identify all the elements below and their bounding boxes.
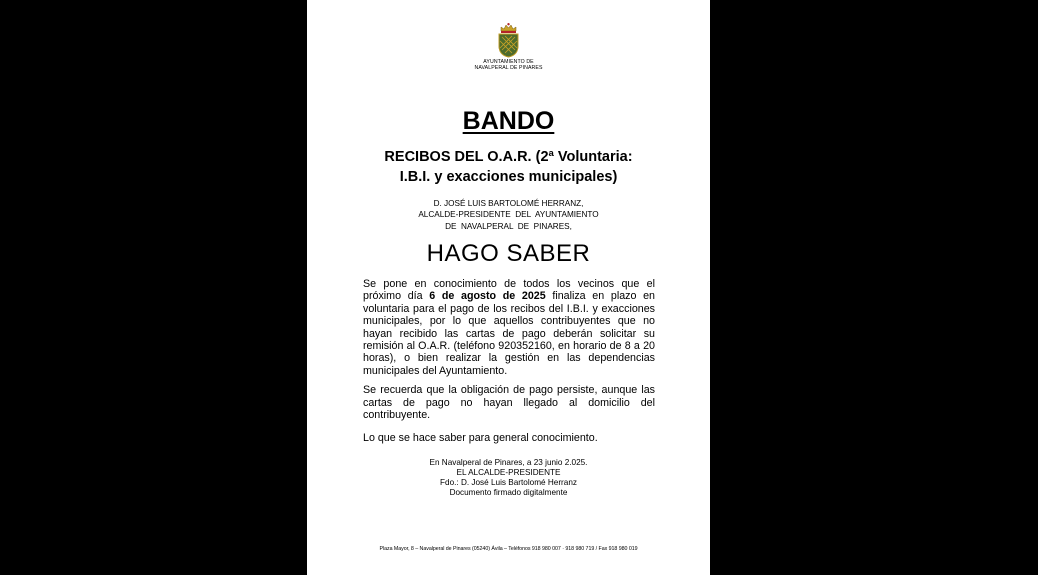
proclamation-heading: HAGO SABER bbox=[426, 240, 591, 267]
authority-line3: DE NAVALPERAL DE PINARES, bbox=[445, 221, 572, 231]
authority-line2: ALCALDE-PRESIDENTE DEL AYUNTAMIENTO bbox=[418, 210, 599, 220]
document-body bbox=[363, 278, 655, 445]
deadline-date: 6 de agosto de 2025 bbox=[429, 290, 546, 303]
signature-role: EL ALCALDE-PRESIDENTE bbox=[456, 468, 561, 477]
paragraph-obligation: Se recuerda que la obligación de pago persiste, aunque las cartas de pago no hayan llegado al domicilio del contribuyente. bbox=[363, 384, 655, 422]
paragraph-deadline-start: Se pone en conocimiento de todos los vecinos que el próximo día bbox=[363, 278, 655, 303]
document-page bbox=[307, 0, 710, 575]
signature-place-date: En Navalperal de Pinares, a 23 junio 2.025. bbox=[429, 458, 588, 467]
paragraph-closing: Lo que se hace saber para general conocimiento. bbox=[363, 432, 598, 445]
subtitle-line2: I.B.I. y exacciones municipales) bbox=[399, 169, 618, 185]
paragraph-deadline-end: finaliza en plazo en voluntaria para el pago de los recibos del I.B.I. y exacciones municipales, por lo que aquellos contribuyentes que no hayan recibido las cartas de pago deberán solicitar su remisión al O.A.R. (teléfono 920352160, en horario de 8 a 20 horas), o bien realizar la gestión en las dependencias municipales del Ayuntamiento. bbox=[363, 290, 655, 377]
paragraph-deadline bbox=[363, 278, 655, 377]
signature-block bbox=[307, 458, 710, 498]
crest-caption-line2: NAVALPERAL DE PINARES bbox=[474, 65, 543, 72]
subtitle-line1: RECIBOS DEL O.A.R. (2ª Voluntaria: bbox=[384, 149, 633, 165]
crest-caption bbox=[307, 59, 710, 71]
authority-line1: D. JOSÉ LUIS BARTOLOMÉ HERRANZ, bbox=[433, 199, 584, 208]
document-subtitle bbox=[307, 147, 710, 187]
page-footer: Plaza Mayor, 8 – Navalperal de Pinares (05240) Ávila – Teléfonos 918 980 007 · 918 980 719 / Fax 918 980 019 bbox=[379, 546, 638, 552]
authority-block bbox=[307, 198, 710, 232]
crest-caption-line1: AYUNTAMIENTO DE bbox=[483, 59, 534, 65]
signature-note: Documento firmado digitalmente bbox=[449, 488, 568, 497]
signature-name: Fdo.: D. José Luis Bartolomé Herranz bbox=[440, 478, 577, 487]
coat-of-arms-icon bbox=[496, 22, 521, 58]
document-title: BANDO bbox=[462, 107, 555, 135]
